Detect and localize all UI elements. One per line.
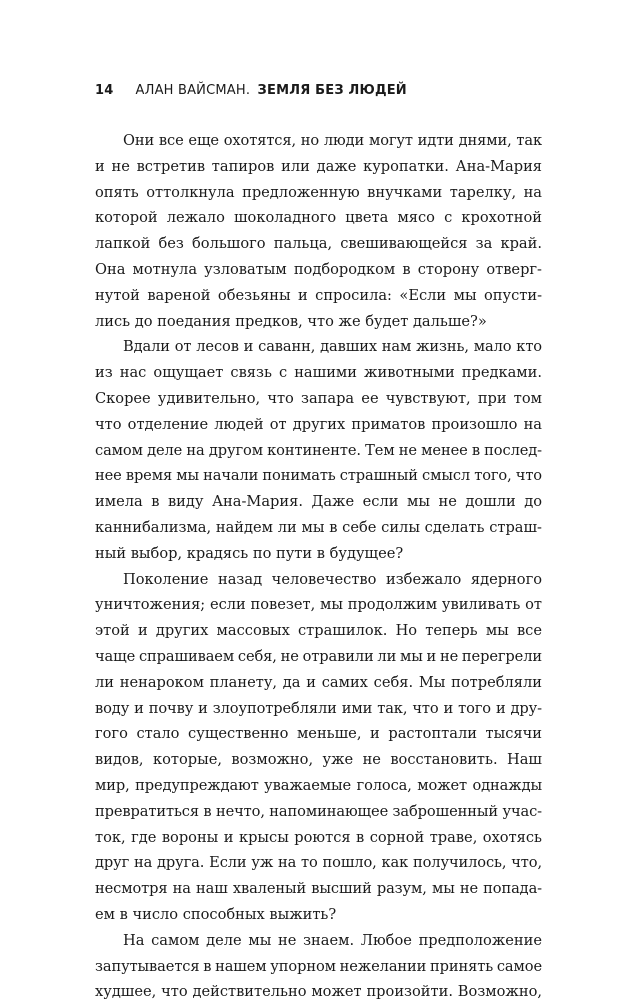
- page-number: 14: [95, 83, 114, 98]
- text-line: нее время мы начали понимать страшный смысл того, что: [95, 467, 542, 485]
- text-line: видов, которые, возможно, уже не восстановить. Наш: [95, 751, 542, 769]
- text-line: из нас ощущает связь с нашими животными предками.: [95, 364, 542, 382]
- text-line: лапкой без большого пальца, свешивающейся за край.: [95, 235, 542, 253]
- running-head: [95, 83, 407, 98]
- text-line: уничтожения; если повезет, мы продолжим увиливать от: [95, 596, 542, 614]
- text-line: Поколение назад человечество избежало ядерного: [123, 570, 542, 588]
- text-line: которой лежало шоколадного цвета мясо с крохотной: [95, 209, 542, 227]
- text-line: самом деле на другом континенте. Тем не менее в послед-: [95, 441, 542, 459]
- text-line: Они все еще охотятся, но люди могут идти днями, так: [123, 132, 542, 149]
- book-title: ЗЕМЛЯ БЕЗ ЛЮДЕЙ: [257, 83, 407, 98]
- text-line: что отделение людей от других приматов произошло на: [95, 415, 542, 433]
- text-line: несмотря на наш хваленый высший разум, мы не попада-: [95, 880, 542, 898]
- text-line: имела в виду Ана-Мария. Даже если мы не дошли до: [95, 493, 542, 511]
- text-line: превратиться в нечто, напоминающее заброшенный учас-: [95, 802, 542, 820]
- text-line: Вдали от лесов и саванн, давших нам жизнь, мало кто: [123, 338, 542, 356]
- text-line: опять оттолкнула предложенную внучками тарелку, на: [95, 183, 542, 201]
- text-line: каннибализма, найдем ли мы в себе силы сделать страш-: [95, 518, 542, 536]
- text-line: воду и почву и злоупотребляли ими так, что и того и дру-: [95, 699, 542, 717]
- text-line: гого стало существенно меньше, и растоптали тысячи: [95, 725, 542, 743]
- text-line: Скорее удивительно, что запара ее чувствуют, при том: [95, 389, 542, 407]
- text-line: и не встретив тапиров или даже куропатки. Ана-Мария: [95, 157, 542, 175]
- text-line: ток, где вороны и крысы роются в сорной траве, охотясь: [95, 828, 542, 846]
- text-line: На самом деле мы не знаем. Любое предположение: [123, 931, 542, 949]
- text-line: друг на друга. Если уж на то пошло, как получилось, что,: [95, 854, 542, 872]
- text-line: запутывается в нашем упорном нежелании принять самое: [95, 957, 542, 975]
- text-line: худшее, что действительно может произойти. Возможно,: [95, 983, 542, 1001]
- text-line: ный выбор, крадясь по пути в будущее?: [95, 544, 404, 562]
- text-line: мир, предупреждают уважаемые голоса, может однажды: [95, 776, 542, 794]
- body-text: [95, 128, 542, 1005]
- text-line: этой и других массовых страшилок. Но теперь мы все: [95, 622, 542, 640]
- author-name: АЛАН ВАЙСМАН.: [135, 83, 251, 98]
- text-line: ем в число способных выжить?: [95, 905, 337, 923]
- text-line: Она мотнула узловатым подбородком в сторону отверг-: [95, 260, 542, 278]
- text-line: ли ненароком планету, да и самих себя. Мы потребляли: [95, 673, 542, 691]
- text-line: чаще спрашиваем себя, не отравили ли мы и не перегрели: [95, 647, 542, 665]
- text-line: лись до поедания предков, что же будет дальше?»: [95, 312, 487, 330]
- text-line: нутой вареной обезьяны и спросила: «Если мы опусти-: [95, 286, 542, 304]
